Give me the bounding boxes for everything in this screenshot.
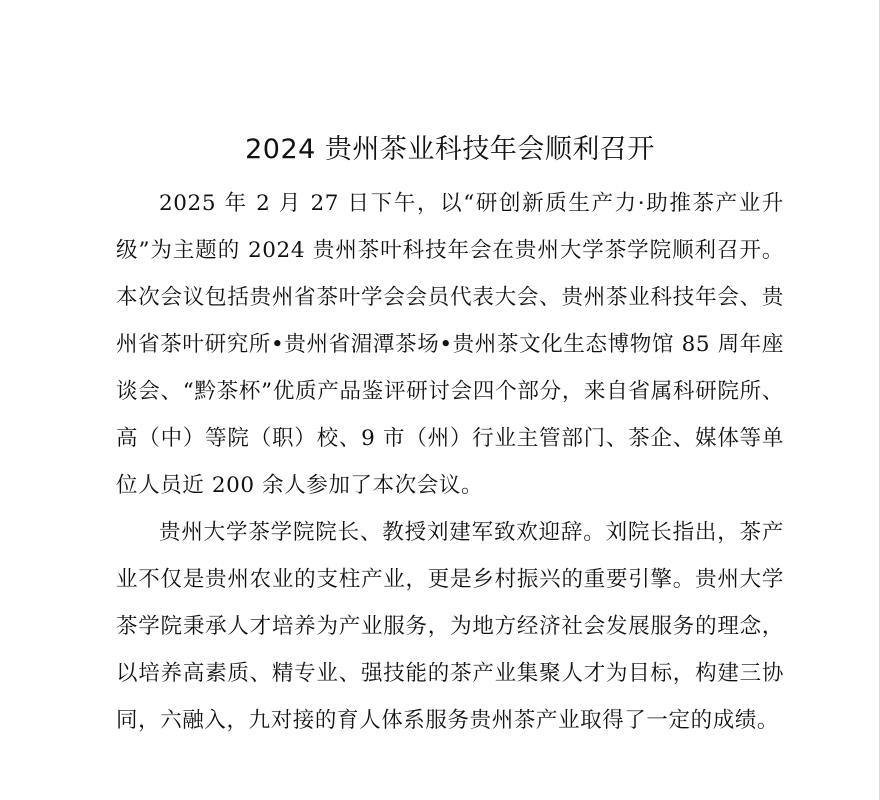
article-title: 2024 贵州茶业科技年会顺利召开 xyxy=(245,134,655,165)
paragraph-2: 贵州大学茶学院院长、教授刘建军致欢迎辞。刘院长指出，茶产业不仅是贵州农业的支柱产业，更是乡村振兴的重要引擎。贵州大学茶学院秉承人才培养为产业服务，为地方经济社会发展服务的理念，以培养高素质、精专业、强技能的茶产业集聚人才为目标，构建三协同，六融入，九对接的育人体系服务贵州茶产业取得了一定的成绩。 xyxy=(116,520,784,733)
document-body xyxy=(116,120,784,744)
paragraph-1: 2025 年 2 月 27 日下午，以“研创新质生产力·助推茶产业升级”为主题的 2024 贵州茶叶科技年会在贵州大学茶学院顺利召开。本次会议包括贵州省茶叶学会会员代表大会、贵州茶业科技年会、贵州省茶叶研究所•贵州省湄潭茶场•贵州茶文化生态博物馆 85 周年座谈会、“黔茶杯”优质产品鉴评研讨会四个部分，来自省属科研院所、高（中）等院（职）校、9 市（州）行业主管部门、茶企、媒体等单位人员近 200 余人参加了本次会议。 xyxy=(116,191,784,498)
